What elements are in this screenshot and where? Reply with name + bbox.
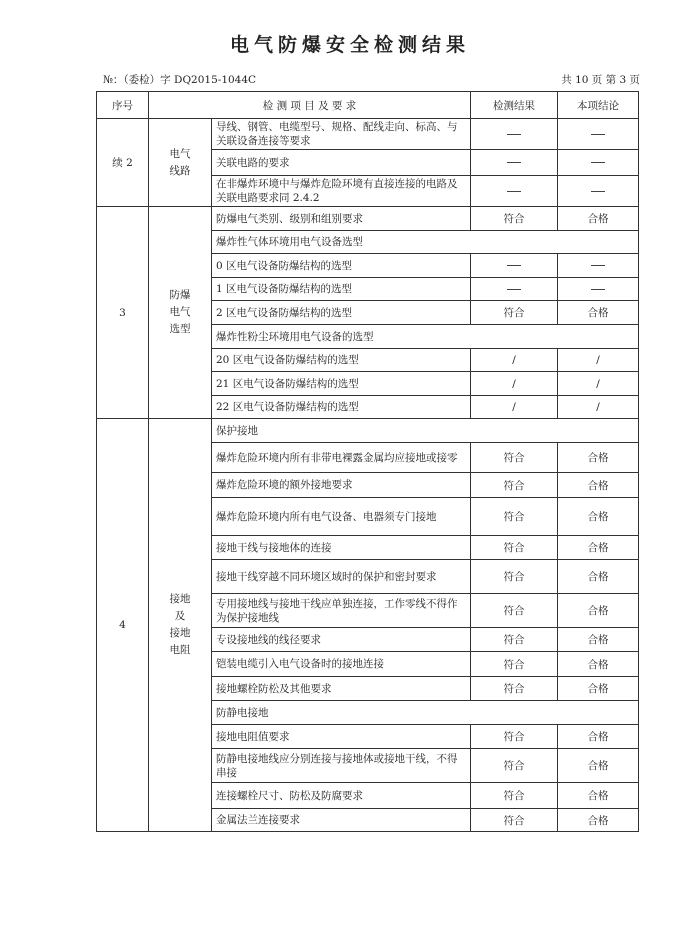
- row-item: 关联电路的要求: [212, 150, 471, 176]
- row-result: /: [471, 372, 558, 396]
- not-applicable-dash: [591, 289, 605, 290]
- row-item: 22 区电气设备防爆结构的选型: [212, 396, 471, 419]
- row-seq: 续 2: [97, 119, 149, 207]
- row-seq: 3: [97, 207, 149, 419]
- row-item: 爆炸危险环境内所有非带电裸露金属均应接地或接零: [212, 443, 471, 473]
- header-item: 检 测 项 目 及 要 求: [149, 92, 471, 119]
- not-applicable-dash: [507, 191, 521, 192]
- not-applicable-dash: [507, 289, 521, 290]
- row-item: 铠装电缆引入电气设备时的接地连接: [212, 652, 471, 677]
- row-item: 爆炸危险环境内所有电气设备、电器须专门接地: [212, 498, 471, 536]
- row-item: 金属法兰连接要求: [212, 809, 471, 832]
- not-applicable-dash: [591, 265, 605, 266]
- row-item: 21 区电气设备防爆结构的选型: [212, 372, 471, 396]
- row-conclusion: 合格: [558, 560, 639, 594]
- table-header-row: [97, 92, 639, 119]
- row-conclusion: 合格: [558, 677, 639, 701]
- row-conclusion: 合格: [558, 652, 639, 677]
- row-result: [471, 150, 558, 176]
- not-applicable-dash: [591, 162, 605, 163]
- table-row: [97, 207, 639, 231]
- row-result: 符合: [471, 301, 558, 325]
- report-title: 电气防爆安全检测结果: [229, 34, 470, 56]
- row-item: 2 区电气设备防爆结构的选型: [212, 301, 471, 325]
- row-item: 1 区电气设备防爆结构的选型: [212, 278, 471, 301]
- row-conclusion: /: [558, 372, 639, 396]
- subsection-heading: 爆炸性气体环境用电气设备选型: [212, 231, 639, 254]
- row-conclusion: [558, 254, 639, 278]
- row-seq: 4: [97, 419, 149, 832]
- row-conclusion: 合格: [558, 301, 639, 325]
- row-conclusion: 合格: [558, 628, 639, 652]
- inspection-results-table: [96, 91, 639, 832]
- header-result: 检测结果: [471, 92, 558, 119]
- row-item: 接地螺栓防松及其他要求: [212, 677, 471, 701]
- row-conclusion: 合格: [558, 725, 639, 749]
- row-result: [471, 176, 558, 207]
- row-result: 符合: [471, 594, 558, 628]
- row-conclusion: [558, 176, 639, 207]
- row-conclusion: 合格: [558, 783, 639, 809]
- row-item: 接地电阻值要求: [212, 725, 471, 749]
- not-applicable-dash: [591, 191, 605, 192]
- subsection-heading: 防静电接地: [212, 701, 639, 725]
- row-conclusion: 合格: [558, 594, 639, 628]
- row-conclusion: /: [558, 349, 639, 372]
- subsection-heading: 爆炸性粉尘环境用电气设备的选型: [212, 325, 639, 349]
- row-conclusion: 合格: [558, 498, 639, 536]
- row-result: [471, 278, 558, 301]
- row-conclusion: [558, 119, 639, 150]
- row-item: 导线、钢管、电缆型号、规格、配线走向、标高、与关联设备连接等要求: [212, 119, 471, 150]
- row-conclusion: [558, 278, 639, 301]
- row-conclusion: 合格: [558, 207, 639, 231]
- page-indicator: 共 10 页 第 3 页: [561, 74, 640, 86]
- header-seq: 序号: [97, 92, 149, 119]
- row-conclusion: [558, 150, 639, 176]
- row-result: 符合: [471, 677, 558, 701]
- row-result: 符合: [471, 207, 558, 231]
- row-result: 符合: [471, 725, 558, 749]
- row-result: 符合: [471, 443, 558, 473]
- row-conclusion: 合格: [558, 473, 639, 498]
- row-conclusion: 合格: [558, 749, 639, 783]
- row-result: 符合: [471, 783, 558, 809]
- row-conclusion: 合格: [558, 809, 639, 832]
- row-conclusion: /: [558, 396, 639, 419]
- report-number: №：（委检）字 DQ2015-1044C: [103, 74, 257, 86]
- row-conclusion: 合格: [558, 536, 639, 560]
- row-category: 防爆 电气 选型: [149, 207, 212, 419]
- row-conclusion: 合格: [558, 443, 639, 473]
- row-result: 符合: [471, 628, 558, 652]
- row-item: 连接螺栓尺寸、防松及防腐要求: [212, 783, 471, 809]
- subsection-heading: 保护接地: [212, 419, 639, 443]
- row-result: 符合: [471, 652, 558, 677]
- row-item: 专设接地线的线径要求: [212, 628, 471, 652]
- row-item: 接地干线穿越不同环境区域时的保护和密封要求: [212, 560, 471, 594]
- not-applicable-dash: [591, 134, 605, 135]
- not-applicable-dash: [507, 265, 521, 266]
- row-result: /: [471, 396, 558, 419]
- header-conclusion: 本项结论: [558, 92, 639, 119]
- row-result: 符合: [471, 809, 558, 832]
- row-result: 符合: [471, 536, 558, 560]
- table-body: [97, 119, 639, 832]
- row-item: 20 区电气设备防爆结构的选型: [212, 349, 471, 372]
- row-category: 接地 及 接地 电阻: [149, 419, 212, 832]
- row-result: 符合: [471, 473, 558, 498]
- row-result: 符合: [471, 560, 558, 594]
- row-item: 爆炸危险环境的额外接地要求: [212, 473, 471, 498]
- row-result: 符合: [471, 498, 558, 536]
- row-result: 符合: [471, 749, 558, 783]
- row-item: 在非爆炸环境中与爆炸危险环境有直接连接的电路及关联电路要求同 2.4.2: [212, 176, 471, 207]
- row-category: 电气 线路: [149, 119, 212, 207]
- not-applicable-dash: [507, 162, 521, 163]
- table-row: [97, 119, 639, 150]
- row-item: 专用接地线与接地干线应单独连接，工作零线不得作为保护接地线: [212, 594, 471, 628]
- row-item: 0 区电气设备防爆结构的选型: [212, 254, 471, 278]
- not-applicable-dash: [507, 134, 521, 135]
- row-result: [471, 119, 558, 150]
- row-result: [471, 254, 558, 278]
- row-result: /: [471, 349, 558, 372]
- table-row: [97, 419, 639, 443]
- row-item: 防静电接地线应分别连接与接地体或接地干线，不得串接: [212, 749, 471, 783]
- row-item: 接地干线与接地体的连接: [212, 536, 471, 560]
- row-item: 防爆电气类别、级别和组别要求: [212, 207, 471, 231]
